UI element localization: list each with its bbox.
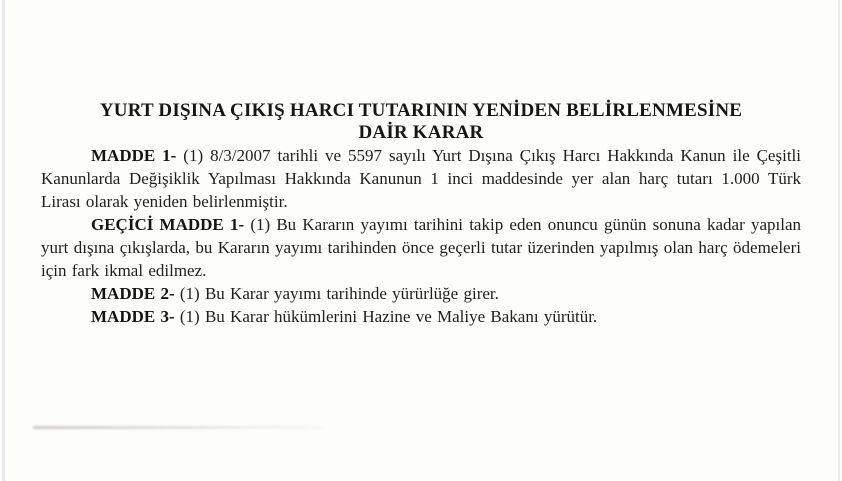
page-right-edge: [838, 0, 840, 481]
page-left-edge: [2, 0, 5, 481]
title-line-1: YURT DIŞINA ÇIKIŞ HARCI TUTARININ YENİDEN BELİRLENMESİNE: [99, 100, 743, 121]
article-madde-2-text: (1) Bu Karar yayımı tarihinde yürürlüğe girer.: [174, 284, 499, 303]
article-madde-3-label: MADDE 3-: [91, 307, 175, 326]
article-gecici-madde-1: [41, 213, 801, 282]
title-line-2: DAİR KARAR: [358, 122, 484, 143]
article-madde-1-label: MADDE 1-: [91, 146, 177, 165]
article-madde-3-text: (1) Bu Karar hükümlerini Hazine ve Maliye Bakanı yürütür.: [174, 307, 598, 326]
article-madde-3: [41, 305, 801, 328]
document-content: [41, 0, 801, 328]
article-madde-2-label: MADDE 2-: [91, 284, 175, 303]
article-madde-1: [41, 144, 801, 213]
document-title: [41, 100, 801, 144]
article-gecici-madde-1-label: GEÇİCİ MADDE 1-: [91, 215, 245, 234]
article-madde-1-text: (1) 8/3/2007 tarihli ve 5597 sayılı Yurt Dışına Çıkış Harcı Hakkında Kanun ile Çeşitli Kanunlarda Değişiklik Yapılması Hakkında Kanunun 1 inci maddesinde yer alan harç tutarı 1.000 Türk Lirası olarak yeniden belirlenmiştir.: [41, 146, 801, 211]
article-gecici-madde-1-text: (1) Bu Kararın yayımı tarihini takip eden onuncu günün sonuna kadar yapılan yurt dışına çıkışlarda, bu Kararın yayımı tarihinden önce geçerli tutar üzerinden yapılmış olan harç ödemeleri için fark ikmal edilmez.: [41, 215, 801, 280]
article-madde-2: [41, 282, 801, 305]
scan-artifact-line: [33, 426, 323, 429]
